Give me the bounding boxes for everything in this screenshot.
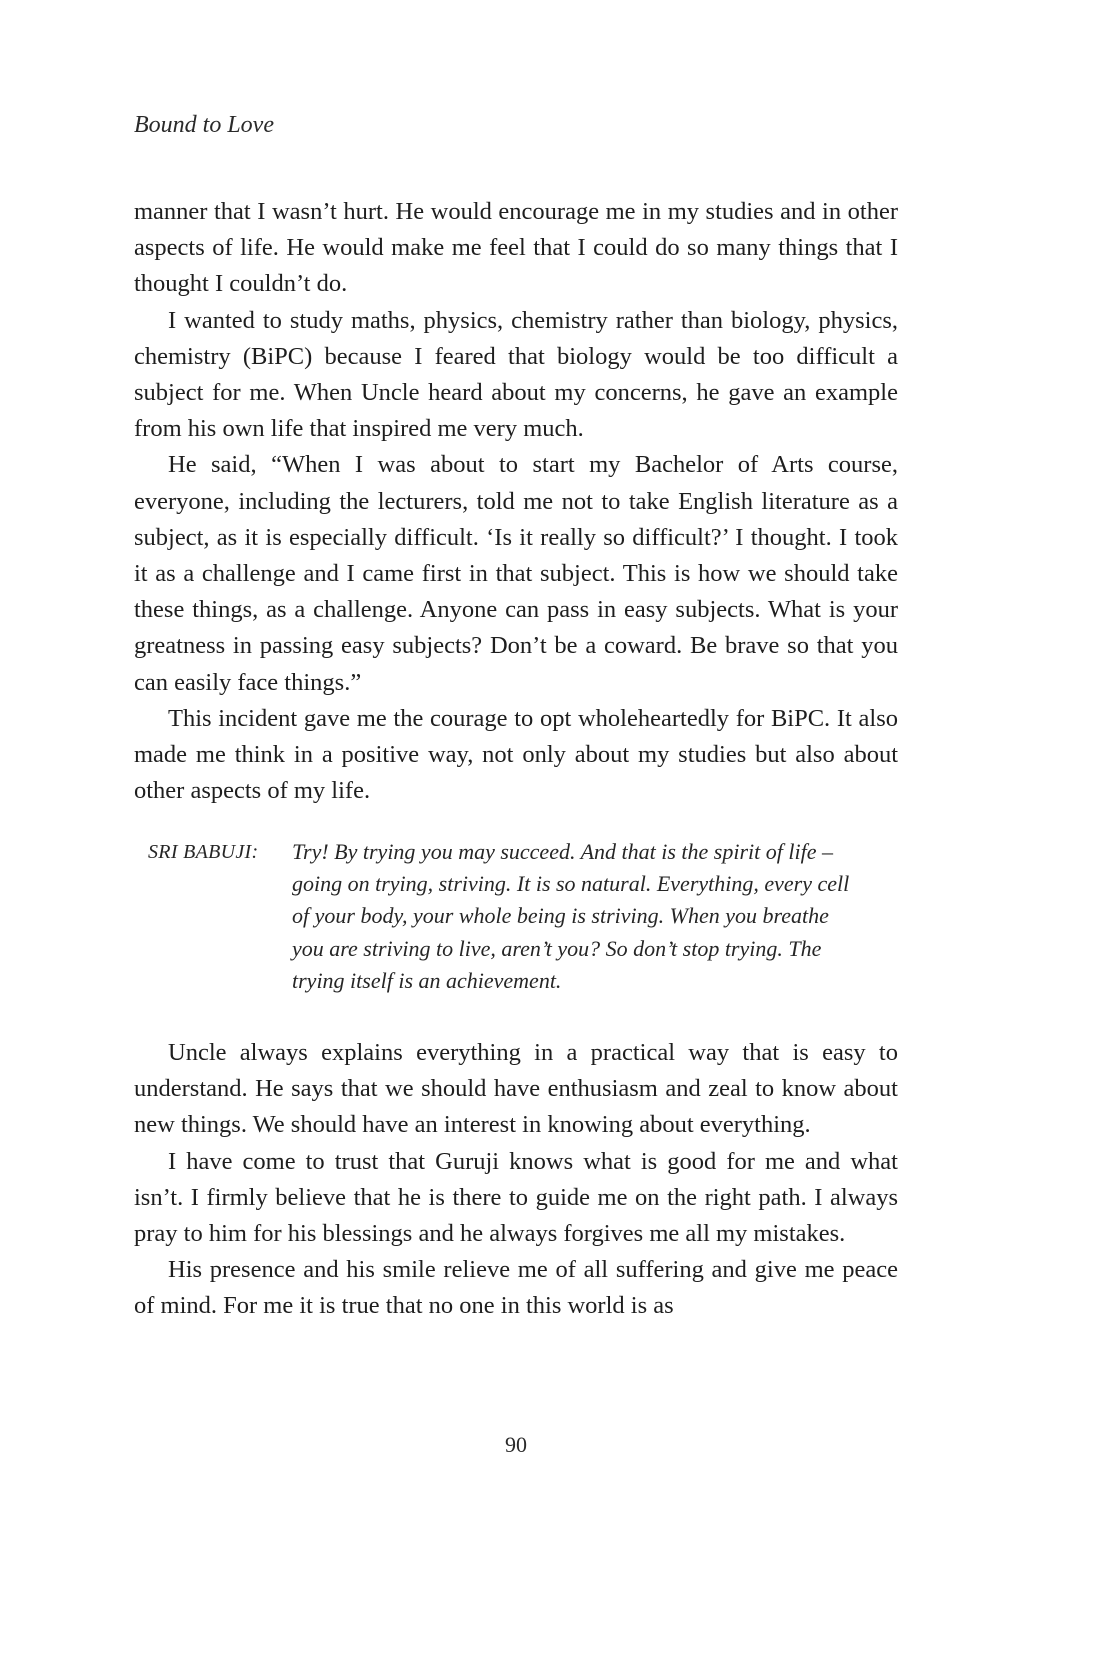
- paragraph: manner that I wasn’t hurt. He would encourage me in my studies and in other aspects of life. He would make me feel that I could do so many things that I thought I couldn’t do.: [134, 198, 898, 298]
- paragraph: Uncle always explains everything in a practical way that is easy to understand. He says that we should have enthusiasm and zeal to know about new things. We should have an interest in knowing about everything.: [134, 1039, 898, 1139]
- body-text-after-quote: [134, 1035, 898, 1325]
- quote-speaker: SRI BABUJI:: [148, 841, 259, 863]
- paragraph: His presence and his smile relieve me of all suffering and give me peace of mind. For me it is true that no one in this world is as: [134, 1256, 898, 1320]
- paragraph: I wanted to study maths, physics, chemistry rather than biology, physics, chemistry (BiPC) because I feared that biology would be too difficult a subject for me. When Uncle heard about my concerns, he gave an example from his own life that inspired me very much.: [134, 306, 898, 443]
- running-head: Bound to Love: [134, 112, 274, 138]
- paragraph: He said, “When I was about to start my Bachelor of Arts course, everyone, including the lecturers, told me not to take English literature as a subject, as it is especially difficult. ‘Is it really so difficult?’ I thought. I took it as a challenge and I came first in that subject. This is how we should take these things, as a challenge. Anyone can pass in easy subjects. What is your greatness in passing easy subjects? Don’t be a coward. Be brave so that you can easily face things.”: [134, 451, 898, 696]
- page-number: 90: [505, 1432, 527, 1457]
- block-quote: [134, 836, 898, 997]
- quote-text: Try! By trying you may succeed. And that is the spirit of life – going on trying, striving. It is so natural. Everything, every cell of your body, your whole being is striving. When you breathe you are striving to live, aren’t you? So don’t stop trying. The trying itself is an achievement.: [292, 839, 850, 993]
- paragraph: I have come to trust that Guruji knows what is good for me and what isn’t. I firmly believe that he is there to guide me on the right path. I always pray to him for his blessings and he always forgives me all my mistakes.: [134, 1147, 898, 1248]
- body-text-before-quote: [134, 194, 898, 809]
- paragraph: This incident gave me the courage to opt wholeheartedly for BiPC. It also made me think in a positive way, not only about my studies but also about other aspects of my life.: [134, 704, 898, 805]
